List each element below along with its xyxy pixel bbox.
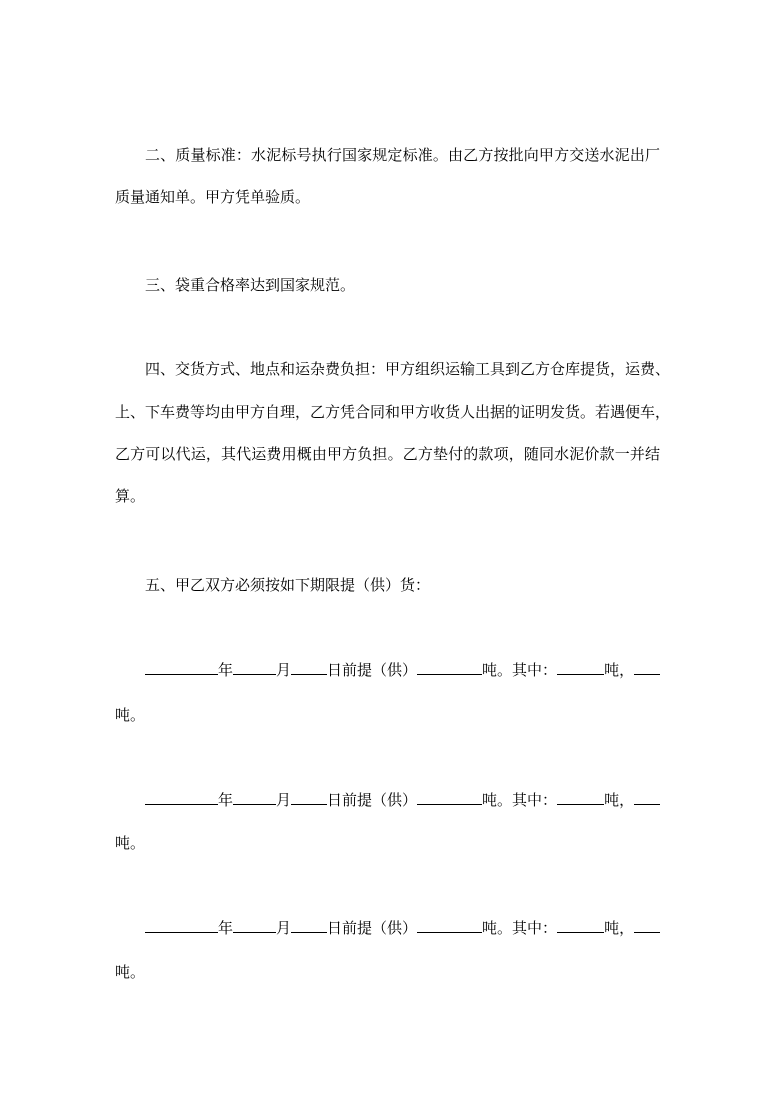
day-deliver-label: 日前提（供） [327,791,418,809]
schedule-row-2 [145,788,660,812]
schedule-row-1-continuation: 吨。 [115,706,146,724]
tonnage-blank[interactable] [417,788,482,805]
day-blank[interactable] [291,658,327,675]
year-label: 年 [218,661,234,679]
year-blank[interactable] [145,788,218,805]
sub-tonnage-blank-2[interactable] [634,916,660,933]
year-blank[interactable] [145,916,218,933]
ton-among-label: 吨。其中： [482,661,558,679]
month-label: 月 [276,919,292,937]
year-label: 年 [218,919,234,937]
ton-comma-label: 吨， [604,661,635,679]
month-blank[interactable] [233,788,276,805]
clause-4-line-4: 算。 [115,487,146,505]
ton-comma-label: 吨， [604,919,635,937]
sub-tonnage-blank-1[interactable] [557,788,604,805]
clause-4-line-1: 四、交货方式、地点和运杂费负担：甲方组织运输工具到乙方仓库提货，运费、 [145,360,671,378]
month-label: 月 [276,791,292,809]
clause-5-line-1: 五、甲乙双方必须按如下期限提（供）货： [145,576,431,594]
clause-2-line-1: 二、质量标准：水泥标号执行国家规定标准。由乙方按批向甲方交送水泥出厂 [145,146,660,164]
tonnage-blank[interactable] [417,916,482,933]
month-label: 月 [276,661,292,679]
clause-3-line-1: 三、袋重合格率达到国家规范。 [145,276,356,294]
month-blank[interactable] [233,916,276,933]
sub-tonnage-blank-1[interactable] [557,916,604,933]
ton-among-label: 吨。其中： [482,791,558,809]
day-deliver-label: 日前提（供） [327,919,418,937]
tonnage-blank[interactable] [417,658,482,675]
schedule-row-1 [145,658,660,682]
day-blank[interactable] [291,788,327,805]
ton-among-label: 吨。其中： [482,919,558,937]
sub-tonnage-blank-2[interactable] [634,788,660,805]
schedule-row-3 [145,916,660,940]
schedule-row-2-continuation: 吨。 [115,834,146,852]
clause-2-line-2: 质量通知单。甲方凭单验质。 [115,188,311,206]
sub-tonnage-blank-2[interactable] [634,658,660,675]
clause-4-line-3: 乙方可以代运，其代运费用概由甲方负担。乙方垫付的款项，随同水泥价款一并结 [115,445,660,463]
sub-tonnage-blank-1[interactable] [557,658,604,675]
clause-4-line-2: 上、下车费等均由甲方自理，乙方凭合同和甲方收货人出据的证明发货。若遇便车， [115,403,671,421]
ton-comma-label: 吨， [604,791,635,809]
year-blank[interactable] [145,658,218,675]
year-label: 年 [218,791,234,809]
month-blank[interactable] [233,658,276,675]
schedule-row-3-continuation: 吨。 [115,963,146,981]
day-blank[interactable] [291,916,327,933]
day-deliver-label: 日前提（供） [327,661,418,679]
